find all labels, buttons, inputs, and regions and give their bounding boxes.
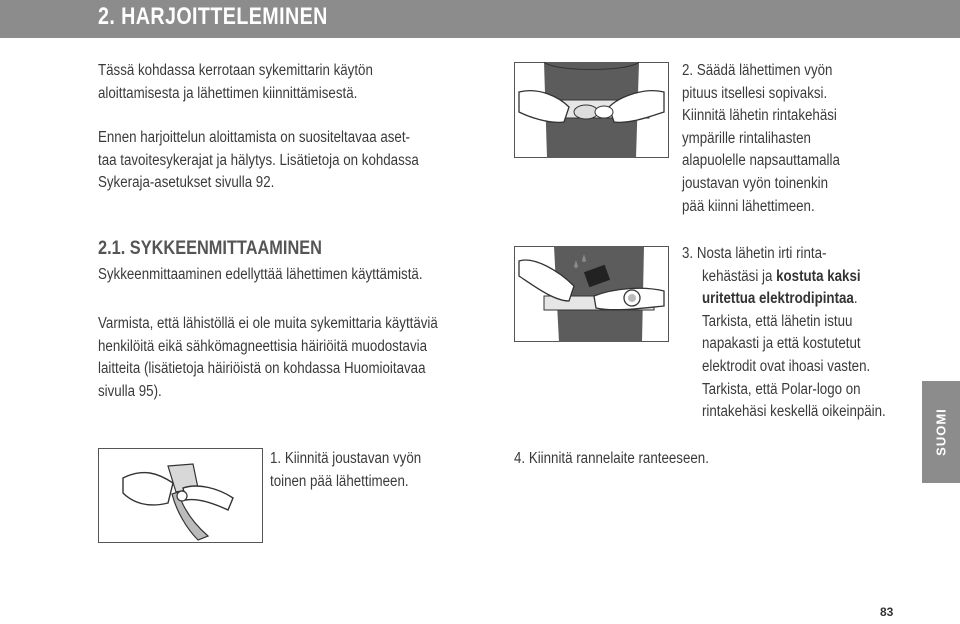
- text-line: henkilöitä eikä sähkömagneettisia häiriöitä muodostavia: [98, 337, 428, 355]
- text-fragment: Tarkista, että lähetin istuu: [701, 312, 853, 330]
- text-fragment: rintakehäsi keskellä oikeinpäin.: [701, 403, 886, 421]
- chapter-title: 2. HARJOITTELEMINEN: [98, 3, 328, 30]
- text-line: [682, 356, 886, 379]
- step-4-text: [514, 448, 709, 471]
- text-line: Sykeraja-asetukset sivulla 92.: [98, 174, 275, 192]
- text-fragment: kehästäsi ja: [701, 267, 777, 285]
- text-line: taa tavoitesykerajat ja hälytys. Lisätietoja on kohdassa: [98, 151, 419, 169]
- text-line: Tässä kohdassa kerrotaan sykemittarin käytön: [98, 62, 373, 79]
- text-fragment: elektrodit ovat ihoasi vasten.: [701, 357, 871, 375]
- text-line: Kiinnitä lähetin rintakehäsi: [682, 107, 837, 125]
- text-fragment: napakasti ja että kostutetut: [701, 335, 861, 353]
- section-lead: [98, 264, 423, 287]
- section-paragraph: [98, 313, 438, 403]
- text-line: sivulla 95).: [98, 382, 162, 400]
- page-number: 83: [880, 605, 894, 619]
- illustration-moisten-electrodes: [514, 246, 669, 342]
- text-line: ympärille rintalihasten: [682, 129, 811, 147]
- text-line: Varmista, että lähistöllä ei ole muita sykemittaria käyttäviä: [98, 315, 438, 332]
- intro-paragraph-1: [98, 60, 373, 105]
- section-title: 2.1. SYKKEENMITTAAMINEN: [98, 238, 322, 259]
- text-fragment: Tarkista, että Polar-logo on: [701, 380, 861, 398]
- illustration-adjust-strap: [514, 62, 669, 158]
- illustration-attach-strap: [98, 448, 263, 543]
- intro-paragraph-2: [98, 127, 419, 195]
- text-line: [682, 288, 886, 311]
- text-line: Ennen harjoittelun aloittamista on suositeltavaa aset-: [98, 129, 410, 146]
- text-line: toinen pää lähettimeen.: [270, 472, 409, 490]
- text-line: [682, 266, 886, 289]
- step-3-text: [682, 243, 886, 424]
- text-line: 2. Säädä lähettimen vyön: [682, 62, 833, 79]
- text-line: pituus itsellesi sopivaksi.: [682, 84, 828, 102]
- step-2-text: [682, 60, 840, 218]
- step-1-text: [270, 448, 421, 493]
- text-line: alapuolelle napsauttamalla: [682, 152, 840, 170]
- text-line: 4. Kiinnitä rannelaite ranteeseen.: [514, 450, 709, 467]
- bold-fragment: uritettua elektrodipintaa: [701, 290, 854, 308]
- text-line: 1. Kiinnitä joustavan vyön: [270, 450, 422, 467]
- text-line: joustavan vyön toinenkin: [682, 174, 828, 192]
- text-line: [682, 379, 886, 402]
- text-line: 3. Nosta lähetin irti rinta-: [682, 245, 827, 262]
- chapter-header-bar: [0, 0, 960, 38]
- bold-fragment: kostuta kaksi: [776, 267, 861, 285]
- text-line: aloittamisesta ja lähettimen kiinnittämisestä.: [98, 84, 358, 102]
- text-line: laitteita (lisätietoja häiriöistä on kohdassa Huomioitavaa: [98, 360, 426, 378]
- language-tab-label: SUOMI: [933, 408, 949, 456]
- text-line: [682, 333, 886, 356]
- text-line: [682, 401, 886, 424]
- text-line: pää kiinni lähettimeen.: [682, 197, 815, 215]
- text-line: Sykkeenmittaaminen edellyttää lähettimen käyttämistä.: [98, 266, 423, 283]
- text-line: [682, 311, 886, 334]
- text-fragment: .: [853, 290, 858, 308]
- language-side-tab: [922, 381, 960, 483]
